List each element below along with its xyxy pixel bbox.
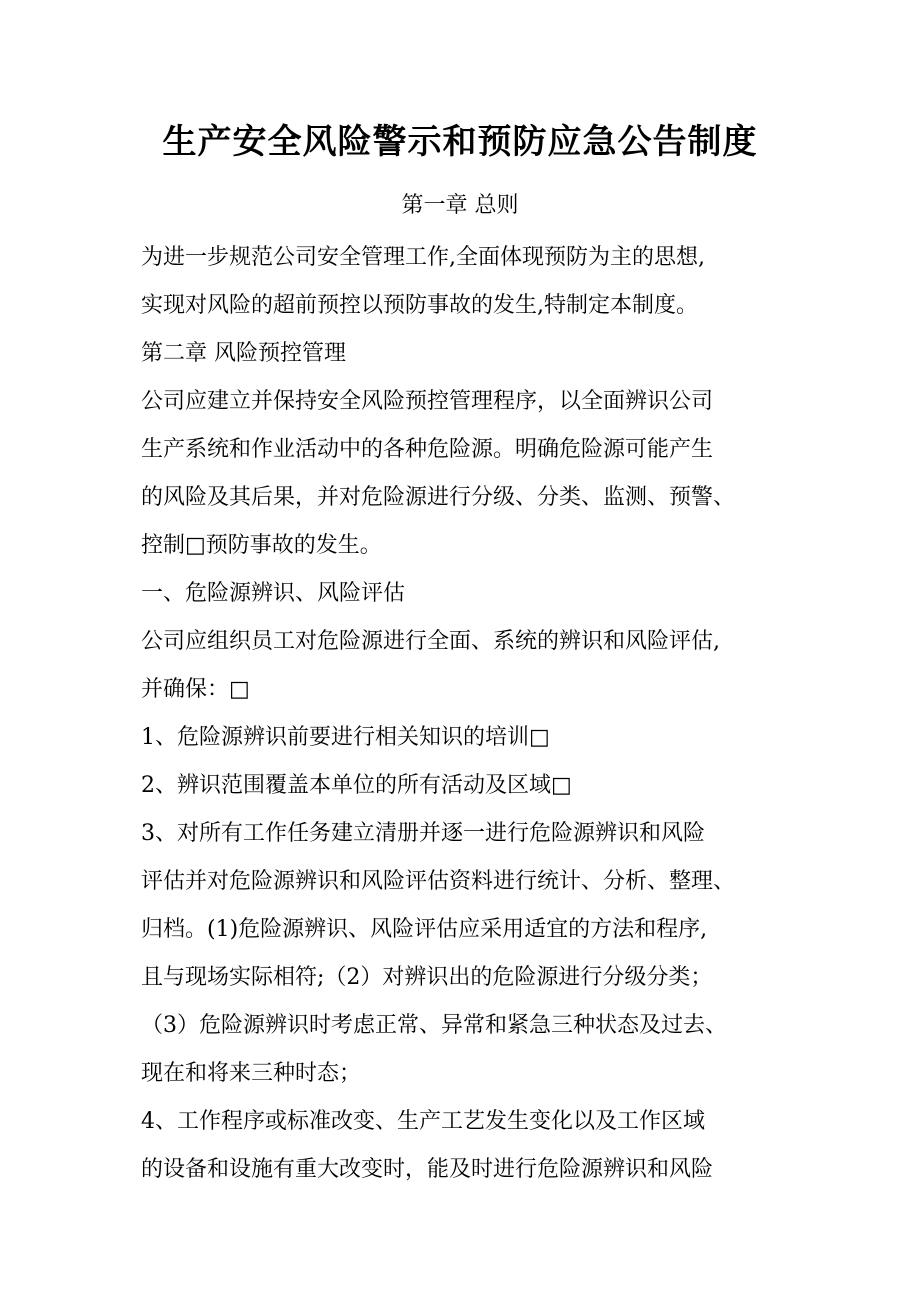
paragraph-line: 且与现场实际相符;（2）对辨识出的危险源进行分级分类； [141,965,713,990]
subsection-heading: 一、危险源辨识、风险评估 [141,581,406,606]
list-item: 4、工作程序或标准改变、生产工艺发生变化以及工作区域 [141,1109,705,1134]
paragraph-line: （3）危险源辨识时考虑正常、异常和紧急三种状态及过去、 [141,1013,727,1038]
paragraph-line: 并确保：□ [141,677,250,702]
paragraph-line: 实现对风险的超前预控以预防事故的发生,特制定本制度。 [141,293,698,318]
document-title: 生产安全风险警示和预防应急公告制度 [162,122,758,162]
paragraph-line: 现在和将来三种时态； [141,1061,362,1086]
list-item: 1、危险源辨识前要进行相关知识的培训□ [141,725,550,750]
paragraph-line: 生产系统和作业活动中的各种危险源。明确危险源可能产生 [141,437,714,462]
paragraph-line: 的设备和设施有重大改变时，能及时进行危险源辨识和风险 [141,1157,714,1182]
paragraph-line: 的风险及其后果，并对危险源进行分级、分类、监测、预警、 [141,485,736,510]
paragraph-line: 公司应建立并保持安全风险预控管理程序，以全面辨识公司 [141,389,714,414]
paragraph-line: 为进一步规范公司安全管理工作,全面体现预防为主的思想, [141,245,705,270]
section-heading: 第二章 风险预控管理 [141,341,346,366]
paragraph-line: 控制□预防事故的发生。 [141,533,382,558]
list-item: 3、对所有工作任务建立清册并逐一进行危险源辨识和风险 [141,821,705,846]
list-item: 2、辨识范围覆盖本单位的所有活动及区域□ [141,773,572,798]
paragraph-line: 评估并对危险源辨识和风险评估资料进行统计、分析、整理、 [141,869,736,894]
paragraph-line: 公司应组织员工对危险源进行全面、系统的辨识和风险评估, [141,629,720,654]
chapter-heading: 第一章 总则 [401,193,519,218]
paragraph-line: 归档。(1)危险源辨识、风险评估应采用适宜的方法和程序, [141,917,708,942]
